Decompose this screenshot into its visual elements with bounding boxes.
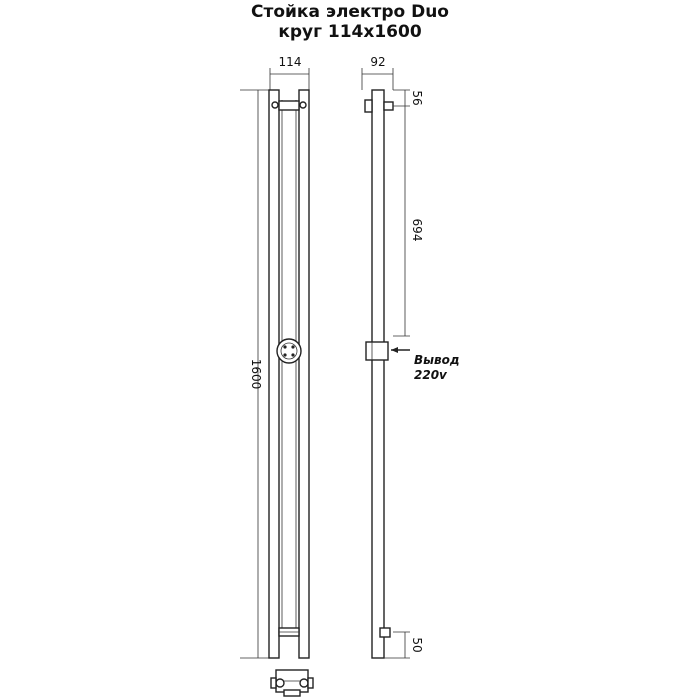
drawing-title: Стойка электро Duo <box>251 2 449 22</box>
connector-pin <box>291 345 294 348</box>
depth-dimension-label: 92 <box>370 55 386 69</box>
bracket-span-label: 694 <box>410 218 424 242</box>
base-plan-view <box>271 670 313 696</box>
side-view <box>362 55 460 658</box>
bottom-offset-label: 50 <box>410 637 424 653</box>
output-voltage-label: 220v <box>414 368 447 382</box>
connector-pin <box>283 353 286 356</box>
base-lug-left <box>271 678 276 688</box>
base-foot-left <box>276 679 284 687</box>
connector-pin <box>283 345 286 348</box>
front-view <box>240 55 313 696</box>
base-lug-right <box>308 678 313 688</box>
side-top-bracket-back <box>365 100 372 112</box>
side-bottom-bracket <box>380 628 390 637</box>
base-plate <box>284 690 300 696</box>
output-label: Вывод <box>414 353 460 367</box>
top-bracket <box>279 101 299 110</box>
side-top-bracket-front <box>384 102 393 110</box>
left-tube <box>269 90 279 658</box>
top-mount-left <box>272 102 278 108</box>
side-connector-box <box>366 342 388 360</box>
side-tube <box>372 90 384 658</box>
width-dimension-label: 114 <box>278 55 302 69</box>
top-offset-label: 56 <box>410 90 424 106</box>
connector-pin <box>291 353 294 356</box>
base-foot-right <box>300 679 308 687</box>
height-dimension-label: 1600 <box>249 358 263 390</box>
right-tube <box>299 90 309 658</box>
top-mount-right <box>300 102 306 108</box>
drawing-subtitle: круг 114x1600 <box>278 22 422 42</box>
